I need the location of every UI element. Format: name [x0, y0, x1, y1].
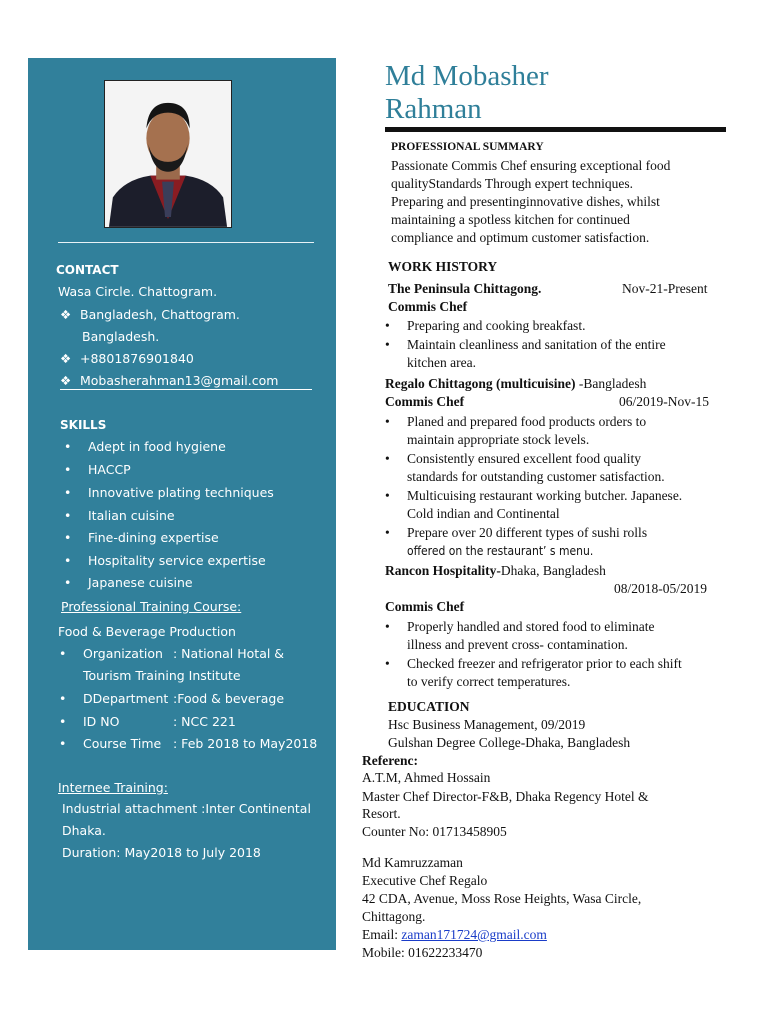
internee-line: Dhaka. — [62, 823, 106, 838]
reference-heading: Referenc: — [362, 753, 418, 768]
reference-line: 42 CDA, Avenue, Moss Rose Heights, Wasa Circle, — [362, 891, 642, 906]
job-title: Commis Chef — [388, 299, 468, 314]
job-title: Commis Chef — [385, 394, 465, 409]
contact-heading: CONTACT — [56, 263, 119, 277]
reference-email-link[interactable]: zaman171724@gmail.com — [401, 927, 547, 942]
job-bullet: • Planed and prepared food products orders to — [407, 413, 646, 431]
job-bullet-cont: standards for outstanding customer satisfaction. — [407, 469, 665, 484]
job-bullet: • Maintain cleanliness and sanitation of the entire — [407, 336, 666, 354]
job-bullet: • Preparing and cooking breakfast. — [407, 317, 585, 335]
job-bullet-cont: Cold indian and Continental — [407, 506, 560, 521]
education-line: Hsc Business Management, 09/2019 — [388, 717, 586, 732]
job-bullet: • Properly handled and stored food to eliminate — [407, 618, 654, 636]
summary-line: Preparing and presentinginnovative dishes, whilst — [391, 194, 660, 209]
skill-item: • Fine-dining expertise — [88, 530, 219, 546]
internee-line: Duration: May2018 to July 2018 — [62, 845, 261, 860]
address-line: ❖ Bangladesh, Chattogram. — [60, 307, 240, 322]
reference-line: Md Kamruzzaman — [362, 855, 463, 870]
work-heading: WORK HISTORY — [388, 259, 498, 274]
summary-heading: PROFESSIONAL SUMMARY — [391, 141, 544, 153]
job-employer-line: Rancon Hospitality-Dhaka, Bangladesh — [385, 563, 606, 578]
job-employer-line: Regalo Chittagong (multicuisine) -Bangladesh — [385, 376, 647, 391]
training-title: Food & Beverage Production — [58, 624, 236, 639]
summary-line: qualityStandards Through expert techniques. — [391, 176, 633, 191]
skill-item: • Adept in food hygiene — [88, 439, 226, 455]
job-bullet: • Multicuising restaurant working butcher. Japanese. — [407, 487, 682, 505]
job-bullet-cont: illness and prevent cross- contamination. — [407, 637, 628, 652]
job-bullet: • Checked freezer and refrigerator prior to each shift — [407, 655, 682, 673]
training-item-cont: Tourism Training Institute — [83, 668, 241, 683]
summary-line: compliance and optimum customer satisfaction. — [391, 230, 650, 245]
skill-item: • Hospitality service expertise — [88, 553, 266, 569]
phone: ❖ +8801876901840 — [60, 351, 194, 366]
training-item: • Organization : National Hotal & — [83, 646, 284, 662]
reference-line: Executive Chef Regalo — [362, 873, 488, 888]
internee-heading: Internee Training: — [58, 780, 168, 795]
name-line: Md Mobasher — [385, 60, 549, 92]
reference-email-line: Email: zaman171724@gmail.com — [362, 927, 547, 942]
job-dates: 06/2019-Nov-15 — [619, 394, 709, 409]
internee-line: Industrial attachment :Inter Continental — [62, 801, 311, 816]
header-rule — [385, 127, 726, 132]
reference-mobile: Mobile: 01622233470 — [362, 945, 483, 960]
skill-item: • Japanese cuisine — [88, 575, 193, 591]
job-employer: The Peninsula Chittagong. — [388, 281, 542, 296]
job-bullet: • Consistently ensured excellent food quality — [407, 450, 641, 468]
training-item: • ID NO : NCC 221 — [83, 714, 236, 730]
sidebar — [28, 58, 336, 950]
job-bullet-cont: to verify correct temperatures. — [407, 674, 571, 689]
job-bullet-cont: kitchen area. — [407, 355, 476, 370]
reference-line: A.T.M, Ahmed Hossain — [362, 770, 491, 785]
training-heading: Professional Training Course: — [61, 599, 242, 614]
diamond-bullet-icon: ❖ — [60, 307, 72, 322]
education-heading: EDUCATION — [388, 699, 470, 714]
summary-line: maintaining a spotless kitchen for continued — [391, 212, 630, 227]
job-dates: Nov-21-Present — [622, 281, 708, 296]
job-bullet-cont: offered on the restaurant’ s menu. — [407, 544, 594, 558]
address-line: Bangladesh. — [82, 329, 160, 344]
email[interactable]: ❖ Mobasherahman13@gmail.com — [60, 373, 312, 390]
training-item: • Course Time : Feb 2018 to May2018 — [83, 736, 317, 752]
candidate-name — [385, 60, 549, 126]
reference-line: Chittagong. — [362, 909, 426, 924]
reference-line: Resort. — [362, 806, 401, 821]
reference-line: Counter No: 01713458905 — [362, 824, 507, 839]
sidebar-divider — [58, 242, 314, 243]
diamond-bullet-icon: ❖ — [60, 351, 72, 366]
name-line: Rahman — [385, 93, 482, 125]
skill-item: • HACCP — [88, 462, 131, 478]
skill-item: • Innovative plating techniques — [88, 485, 274, 501]
skills-heading: SKILLS — [60, 418, 107, 432]
address-line: Wasa Circle. Chattogram. — [58, 284, 218, 299]
training-item: • DDepartment :Food & beverage — [83, 691, 284, 707]
diamond-bullet-icon: ❖ — [60, 373, 72, 388]
job-title: Commis Chef — [385, 599, 465, 614]
reference-line: Master Chef Director-F&B, Dhaka Regency Hotel & — [362, 789, 649, 804]
education-line: Gulshan Degree College-Dhaka, Bangladesh — [388, 735, 631, 750]
job-bullet: • Prepare over 20 different types of sushi rolls — [407, 524, 647, 542]
summary-line: Passionate Commis Chef ensuring exceptional food — [391, 158, 671, 173]
job-bullet-cont: maintain appropriate stock levels. — [407, 432, 590, 447]
job-dates: 08/2018-05/2019 — [614, 581, 707, 596]
skill-item: • Italian cuisine — [88, 508, 175, 524]
profile-photo — [104, 80, 232, 228]
